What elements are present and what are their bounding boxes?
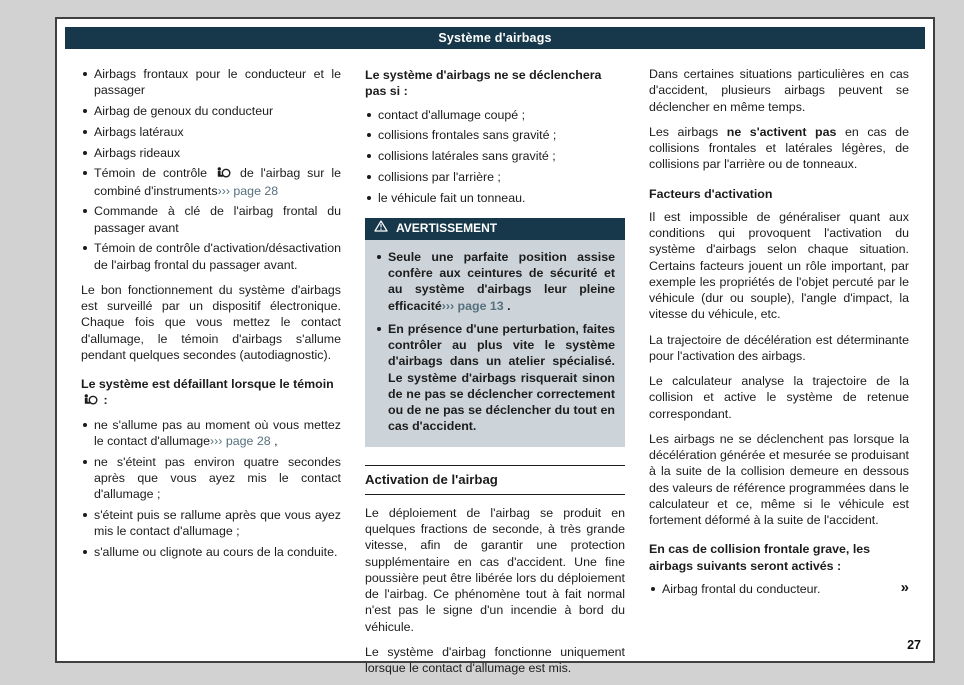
chapter-title: Système d'airbags (438, 31, 552, 45)
warning-box (365, 218, 625, 447)
page-reference-link[interactable]: ››› page 13 (441, 298, 504, 313)
list-item-text: Témoin de contrôle d'activation/désactivation de l'airbag frontal du passager avant. (94, 241, 341, 272)
page-reference-link[interactable]: ››› page 28 (210, 433, 271, 448)
list-item-text: collisions latérales sans gravité ; (378, 149, 556, 163)
airbag-components-list (81, 66, 341, 273)
last-row (649, 578, 909, 597)
para-factors: Il est impossible de généraliser quant aux conditions qui provoquent l'activation du système d'airbags selon chaque situation. Certains facteurs jouent un rôle important, par exemple les propriétés de l'objet percuté par le véhicule (dur ou souple), l'angle d'impact, la vitesse du véhicule, etc. (649, 209, 909, 322)
manual-page (55, 17, 935, 676)
list-item (365, 127, 625, 143)
list-item (81, 145, 341, 161)
list-item (365, 148, 625, 164)
list-item (81, 544, 341, 560)
list-item (81, 240, 341, 273)
list-item (375, 249, 615, 314)
airbag-warning-light-icon (83, 393, 98, 409)
fault-conditions-list (81, 417, 341, 561)
warning-triangle-icon (374, 220, 388, 237)
warning-body (365, 240, 625, 447)
list-item-text: s'éteint puis se rallume après que vous ayez mis le contact d'allumage ; (94, 507, 341, 538)
frontal-collision-heading: En cas de collision frontale grave, les airbags suivants seront activés : (649, 542, 871, 573)
para-ignition-only: Le système d'airbag fonctionne uniquement lorsque le contact d'allumage est mis. (365, 644, 625, 676)
list-item (365, 169, 625, 185)
no-deploy-heading: Le système d'airbags ne se déclenchera pas si : (365, 68, 602, 99)
list-item-text: s'allume ou clignote au cours de la conduite. (94, 544, 338, 559)
para-text: Les airbags (649, 124, 727, 139)
list-item-suffix: . (503, 298, 511, 313)
list-item-suffix: , (270, 433, 278, 448)
para-calculator: Le calculateur analyse la trajectoire de la collision et active le système de retenue correspondant. (649, 374, 909, 421)
page-reference-link[interactable]: ››› page 28 (217, 183, 279, 198)
para-text: en cas de collisions frontales et latérales légères, de collisions par l'arrière ou de tonneaux. (649, 124, 909, 172)
list-item-text: ne s'éteint pas environ quatre secondes après que vous ayez mis le contact d'allumage ; (94, 454, 341, 501)
list-item-text: collisions par l'arrière ; (378, 169, 501, 184)
fault-heading-text: Le système est défaillant lorsque le témoin (81, 377, 334, 391)
list-item-text: collisions frontales sans gravité ; (378, 128, 557, 143)
list-item (375, 321, 615, 435)
para-threshold: Les airbags ne se déclenchent pas lorsque la décélération générée et mesurée se produisant à la suite de la collision demeure en dessous des valeurs de référence programmées dans le calculateur et ce, même si le véhicule est fortement déformé à la suite de l'accident. (649, 431, 909, 527)
para-no-activation (649, 124, 909, 173)
list-item (81, 103, 341, 119)
list-item (81, 417, 341, 450)
column-left (81, 66, 341, 685)
para-trajectory: La trajectoire de décélération est déterminante pour l'activation des airbags. (649, 332, 909, 363)
list-item (81, 66, 341, 99)
list-item (81, 165, 341, 199)
column-right (649, 66, 909, 685)
list-item (81, 124, 341, 140)
list-item (81, 507, 341, 540)
factors-heading: Facteurs d'activation (649, 186, 773, 201)
airbag-warning-light-icon (216, 166, 231, 182)
fault-heading-colon: : (100, 393, 108, 408)
list-item-text: Airbag de genoux du conducteur (94, 104, 274, 118)
list-item (649, 581, 893, 597)
list-item-text: ne s'allume pas au moment où vous mettez le contact d'allumage (94, 417, 341, 448)
list-item-text: Airbags frontaux pour le conducteur et le passager (94, 67, 341, 98)
para-self-diagnostic: Le bon fonctionnement du système d'airbags est surveillé par un dispositif électronique. Chaque fois que vous mettez le contact d'allumage, le témoin d'airbags s'allume pendant quelques secondes (autodiagnostic). (81, 282, 341, 362)
list-item-text: Airbags rideaux (94, 145, 181, 160)
list-item-text: Airbags latéraux (94, 124, 184, 139)
list-item-text: Airbag frontal du conducteur. (662, 581, 821, 596)
list-item (81, 454, 341, 503)
list-item (81, 203, 341, 236)
list-item-text: de l'airbag sur le combiné d'instruments (94, 166, 341, 198)
list-item-text: Commande à clé de l'airbag frontal du passager avant (94, 204, 341, 235)
list-item-text: En présence d'une perturbation, faites contrôler au plus vite le système d'airbags dans un atelier spécialisé. Le système d'airbags risquerait sinon de ne pas se déclencher correctement ou de ne pas se déclencher du tout en cas d'accident. (388, 321, 615, 434)
list-item (365, 107, 625, 123)
warning-list (375, 249, 615, 435)
para-text-bold: ne s'activent pas (726, 124, 837, 139)
activated-airbags-list (649, 581, 893, 597)
warning-header (365, 218, 625, 240)
continuation-marker: » (900, 578, 909, 596)
list-item (365, 190, 625, 206)
warning-title: AVERTISSEMENT (396, 220, 498, 235)
list-item-text: contact d'allumage coupé ; (378, 107, 526, 122)
section-heading-activation: Activation de l'airbag (365, 465, 625, 495)
list-item-text: Témoin de contrôle (94, 166, 215, 181)
page-number: 27 (907, 638, 921, 652)
para-multiple-airbags: Dans certaines situations particulières en cas d'accident, plusieurs airbags peuvent se déclencher en même temps. (649, 67, 909, 114)
column-middle (365, 66, 625, 685)
para-deployment: Le déploiement de l'airbag se produit en quelques fractions de seconde, à très grande vitesse, afin de garantir une protection supplémentaire en cas d'accident. Une fine poussière peut être libérée lors du déploiement de l'airbag. Ce phénomène tout à fait normal n'est pas le signe d'un incendie à bord du véhicule. (365, 505, 625, 634)
fault-heading (81, 376, 341, 410)
list-item-text: Seule une parfaite position assise confère aux ceintures de sécurité et au système d'airbags leur pleine efficacité (388, 249, 615, 313)
chapter-header-bar (65, 27, 925, 49)
no-deploy-list (365, 107, 625, 206)
page-content (81, 66, 909, 676)
list-item-text: le véhicule fait un tonneau. (378, 190, 526, 205)
